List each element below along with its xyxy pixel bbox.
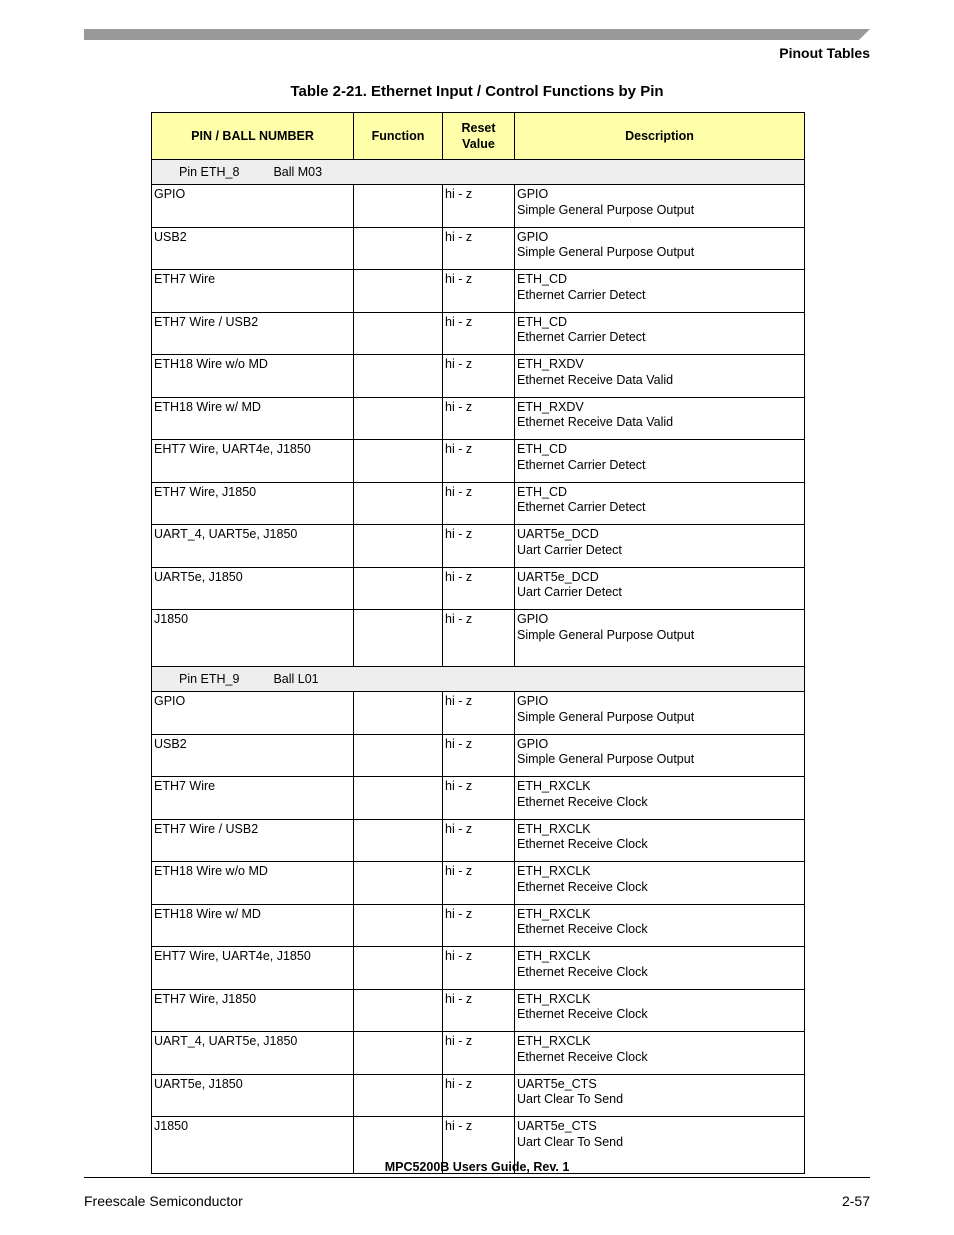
- col-header-reset-line2: Value: [462, 137, 495, 151]
- pin-group-row: [152, 160, 805, 185]
- table-row: [152, 989, 805, 1032]
- description-cell: [515, 692, 805, 735]
- signal-name: GPIO: [517, 229, 549, 244]
- pin-group-label: [152, 160, 805, 185]
- mode-cell: ETH7 Wire / USB2: [152, 819, 354, 862]
- mode-cell: EHT7 Wire, UART4e, J1850: [152, 947, 354, 990]
- signal-description: Simple General Purpose Output: [517, 245, 695, 259]
- table-row: [152, 355, 805, 398]
- col-header-reset-value: [443, 113, 515, 160]
- description-cell: [515, 312, 805, 355]
- signal-description: Uart Carrier Detect: [517, 542, 622, 557]
- pin-group-row: [152, 667, 805, 692]
- mode-cell: GPIO: [152, 185, 354, 228]
- mode-cell: J1850: [152, 610, 354, 667]
- table-row: [152, 734, 805, 777]
- footer-guide-title: MPC5200B Users Guide, Rev. 1: [384, 1160, 570, 1174]
- function-cell: [354, 355, 443, 398]
- pin-name: Pin ETH_9: [179, 672, 240, 686]
- function-cell: [354, 270, 443, 313]
- mode-cell: UART5e, J1850: [152, 567, 354, 610]
- description-cell: [515, 610, 805, 667]
- description-cell: [515, 904, 805, 947]
- table-row: [152, 692, 805, 735]
- pin-group-label: [152, 667, 805, 692]
- signal-description: Ethernet Carrier Detect: [517, 457, 646, 472]
- signal-description: Ethernet Receive Data Valid: [517, 372, 674, 387]
- table-row: [152, 525, 805, 568]
- table-row: [152, 482, 805, 525]
- signal-name: UART5e_CTS: [517, 1119, 597, 1133]
- signal-name: ETH_CD: [517, 442, 568, 456]
- reset-value-cell: hi - z: [443, 904, 515, 947]
- table-header-row: [152, 113, 805, 160]
- reset-value-cell: hi - z: [443, 1117, 515, 1174]
- mode-cell: ETH7 Wire, J1850: [152, 482, 354, 525]
- signal-description: Ethernet Receive Clock: [517, 964, 648, 979]
- signal-name: UART5e_CTS: [517, 1076, 597, 1091]
- reset-value-cell: hi - z: [443, 482, 515, 525]
- reset-value-cell: hi - z: [443, 1032, 515, 1075]
- description-cell: [515, 1032, 805, 1075]
- table-row: [152, 777, 805, 820]
- table-row: [152, 904, 805, 947]
- description-cell: [515, 819, 805, 862]
- function-cell: [354, 610, 443, 667]
- description-cell: [515, 777, 805, 820]
- table-row: [152, 610, 805, 667]
- signal-name: ETH_RXCLK: [517, 864, 591, 878]
- function-cell: [354, 989, 443, 1032]
- signal-name: GPIO: [517, 694, 549, 708]
- signal-name: UART5e_DCD: [517, 527, 599, 541]
- function-cell: [354, 567, 443, 610]
- reset-value-cell: hi - z: [443, 355, 515, 398]
- pin-function-table: [151, 112, 805, 1174]
- reset-value-cell: hi - z: [443, 862, 515, 905]
- table-row: [152, 819, 805, 862]
- signal-name: UART5e_DCD: [517, 569, 599, 584]
- signal-name: ETH_RXCLK: [517, 906, 591, 921]
- function-cell: [354, 440, 443, 483]
- mode-cell: GPIO: [152, 692, 354, 735]
- footer-divider: [84, 1177, 870, 1178]
- col-header-description: Description: [515, 113, 805, 160]
- signal-name: ETH_RXCLK: [517, 949, 591, 963]
- signal-description: Ethernet Receive Data Valid: [517, 415, 674, 429]
- function-cell: [354, 947, 443, 990]
- table-caption: Table 2-21. Ethernet Input / Control Functions by Pin: [290, 83, 664, 100]
- description-cell: [515, 567, 805, 610]
- ball-number: Ball M03: [273, 165, 323, 179]
- col-header-function: Function: [354, 113, 443, 160]
- function-cell: [354, 312, 443, 355]
- signal-name: ETH_RXCLK: [517, 991, 591, 1006]
- section-title: Pinout Tables: [779, 45, 870, 61]
- function-cell: [354, 734, 443, 777]
- signal-name: ETH_CD: [517, 272, 568, 286]
- mode-cell: USB2: [152, 734, 354, 777]
- mode-cell: ETH18 Wire w/o MD: [152, 862, 354, 905]
- mode-cell: ETH7 Wire, J1850: [152, 989, 354, 1032]
- description-cell: [515, 185, 805, 228]
- table-row: [152, 947, 805, 990]
- signal-description: Simple General Purpose Output: [517, 202, 695, 217]
- function-cell: [354, 1074, 443, 1117]
- mode-cell: UART_4, UART5e, J1850: [152, 525, 354, 568]
- table-row: [152, 312, 805, 355]
- table-row: [152, 567, 805, 610]
- signal-name: ETH_CD: [517, 314, 568, 329]
- reset-value-cell: hi - z: [443, 692, 515, 735]
- signal-name: GPIO: [517, 187, 549, 201]
- table-row: [152, 185, 805, 228]
- signal-description: Uart Carrier Detect: [517, 585, 622, 599]
- signal-name: GPIO: [517, 612, 549, 626]
- description-cell: [515, 862, 805, 905]
- signal-name: ETH_RXCLK: [517, 779, 591, 793]
- signal-description: Uart Clear To Send: [517, 1092, 624, 1106]
- table-row: [152, 227, 805, 270]
- mode-cell: ETH7 Wire: [152, 270, 354, 313]
- pin-name: Pin ETH_8: [179, 165, 240, 179]
- signal-description: Ethernet Carrier Detect: [517, 287, 646, 302]
- mode-cell: J1850: [152, 1117, 354, 1174]
- signal-description: Simple General Purpose Output: [517, 752, 695, 766]
- function-cell: [354, 482, 443, 525]
- table-row: [152, 1032, 805, 1075]
- signal-name: ETH_RXCLK: [517, 1034, 591, 1048]
- mode-cell: UART5e, J1850: [152, 1074, 354, 1117]
- mode-cell: ETH18 Wire w/ MD: [152, 904, 354, 947]
- signal-description: Ethernet Receive Clock: [517, 1007, 648, 1021]
- function-cell: [354, 525, 443, 568]
- reset-value-cell: hi - z: [443, 1074, 515, 1117]
- mode-cell: USB2: [152, 227, 354, 270]
- signal-name: ETH_RXDV: [517, 399, 584, 414]
- description-cell: [515, 1074, 805, 1117]
- function-cell: [354, 862, 443, 905]
- signal-description: Ethernet Carrier Detect: [517, 330, 646, 344]
- mode-cell: ETH7 Wire / USB2: [152, 312, 354, 355]
- mode-cell: ETH18 Wire w/o MD: [152, 355, 354, 398]
- table-row: [152, 1074, 805, 1117]
- col-header-pin: PIN / BALL NUMBER: [152, 113, 354, 160]
- reset-value-cell: hi - z: [443, 270, 515, 313]
- function-cell: [354, 777, 443, 820]
- header-bar: [84, 29, 870, 40]
- description-cell: [515, 525, 805, 568]
- signal-description: Ethernet Receive Clock: [517, 794, 648, 809]
- signal-description: Simple General Purpose Output: [517, 627, 695, 642]
- signal-description: Ethernet Receive Clock: [517, 879, 648, 894]
- reset-value-cell: hi - z: [443, 567, 515, 610]
- table-row: [152, 440, 805, 483]
- mode-cell: UART_4, UART5e, J1850: [152, 1032, 354, 1075]
- signal-name: ETH_CD: [517, 484, 568, 499]
- function-cell: [354, 904, 443, 947]
- reset-value-cell: hi - z: [443, 777, 515, 820]
- reset-value-cell: hi - z: [443, 227, 515, 270]
- function-cell: [354, 227, 443, 270]
- table-row: [152, 270, 805, 313]
- reset-value-cell: hi - z: [443, 397, 515, 440]
- reset-value-cell: hi - z: [443, 610, 515, 667]
- signal-description: Ethernet Carrier Detect: [517, 500, 646, 514]
- ball-number: Ball L01: [273, 672, 319, 686]
- footer-company: Freescale Semiconductor: [84, 1193, 243, 1209]
- function-cell: [354, 185, 443, 228]
- reset-value-cell: hi - z: [443, 989, 515, 1032]
- description-cell: [515, 482, 805, 525]
- reset-value-cell: hi - z: [443, 185, 515, 228]
- reset-value-cell: hi - z: [443, 947, 515, 990]
- reset-value-cell: hi - z: [443, 819, 515, 862]
- description-cell: [515, 397, 805, 440]
- description-cell: [515, 355, 805, 398]
- mode-cell: ETH18 Wire w/ MD: [152, 397, 354, 440]
- footer-page-number: 2-57: [841, 1193, 870, 1209]
- function-cell: [354, 1032, 443, 1075]
- mode-cell: ETH7 Wire: [152, 777, 354, 820]
- function-cell: [354, 692, 443, 735]
- col-header-reset-line1: Reset: [461, 121, 496, 135]
- mode-cell: EHT7 Wire, UART4e, J1850: [152, 440, 354, 483]
- description-cell: [515, 270, 805, 313]
- signal-name: ETH_RXCLK: [517, 821, 591, 836]
- reset-value-cell: hi - z: [443, 440, 515, 483]
- reset-value-cell: hi - z: [443, 312, 515, 355]
- description-cell: [515, 227, 805, 270]
- function-cell: [354, 819, 443, 862]
- reset-value-cell: hi - z: [443, 525, 515, 568]
- signal-description: Ethernet Receive Clock: [517, 922, 648, 936]
- signal-description: Ethernet Receive Clock: [517, 837, 648, 851]
- description-cell: [515, 734, 805, 777]
- description-cell: [515, 947, 805, 990]
- reset-value-cell: hi - z: [443, 734, 515, 777]
- signal-description: Ethernet Receive Clock: [517, 1049, 648, 1064]
- table-row: [152, 397, 805, 440]
- signal-description: Simple General Purpose Output: [517, 709, 695, 724]
- description-cell: [515, 440, 805, 483]
- table-row: [152, 862, 805, 905]
- signal-name: GPIO: [517, 736, 549, 751]
- signal-description: Uart Clear To Send: [517, 1134, 624, 1149]
- signal-name: ETH_RXDV: [517, 357, 584, 371]
- function-cell: [354, 397, 443, 440]
- description-cell: [515, 989, 805, 1032]
